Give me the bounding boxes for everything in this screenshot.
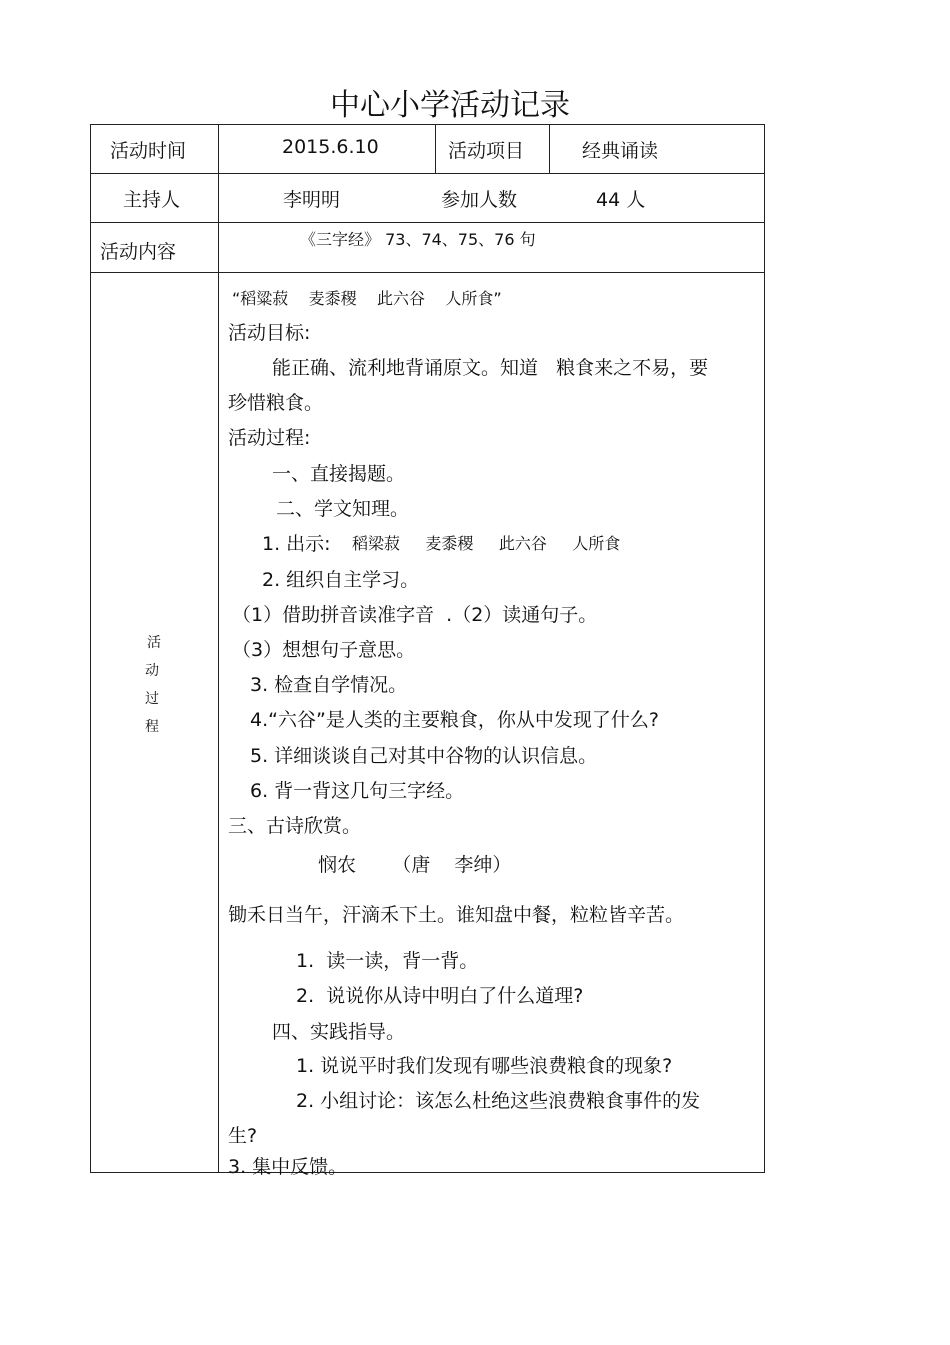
verse-quote: “稻粱菽 麦黍稷 此六谷 人所食” (232, 289, 502, 308)
section-heading: 活动过程: (228, 427, 311, 449)
table-divider (549, 124, 550, 173)
table-border-top (90, 124, 765, 125)
text-line: 2. 小组讨论：该怎么杜绝这些浪费粮食事件的发 (296, 1090, 701, 1112)
table-divider (90, 272, 765, 273)
table-divider (90, 173, 765, 174)
section-heading: 四、实践指导。 (272, 1021, 406, 1043)
text-line: 3. 检查自学情况。 (250, 674, 408, 696)
time-value: 2015.6.10 (282, 136, 379, 158)
process-label-char: 活 (147, 635, 161, 651)
host-label: 主持人 (123, 189, 181, 211)
table-divider (218, 124, 219, 1173)
count-value: 44 人 (596, 189, 646, 211)
text-line: 稻梁菽 麦黍稷 此六谷 人所食 (352, 534, 621, 553)
page-title: 中心小学活动记录 (330, 88, 570, 123)
text-line: （1）借助拼音读准字音 .（2）读通句子。 (232, 604, 598, 626)
section-heading: 活动目标: (228, 322, 311, 344)
count-label: 参加人数 (441, 189, 518, 211)
text-line: 2. 组织自主学习。 (262, 569, 420, 591)
process-label-char: 过 (145, 691, 159, 707)
section-heading: 三、古诗欣赏。 (228, 815, 362, 837)
text-line: 一、直接揭题。 (272, 463, 406, 485)
host-value: 李明明 (283, 189, 341, 211)
project-value: 经典诵读 (582, 140, 659, 162)
text-line: 能正确、流利地背诵原文。知道 粮食来之不易，要 (272, 357, 709, 379)
process-label-char: 程 (145, 719, 159, 735)
content-label: 活动内容 (100, 241, 177, 263)
text-line: 二、学文知理。 (276, 498, 410, 520)
text-line: 1. 说说平时我们发现有哪些浪费粮食的现象? (296, 1055, 673, 1077)
poem-title: 悯农 （唐 李绅） (318, 854, 512, 876)
text-line: 1. 出示: (262, 533, 337, 555)
table-divider (90, 222, 765, 223)
text-line: 4.“六谷”是人类的主要粮食，你从中发现了什么? (250, 709, 659, 731)
project-label: 活动项目 (448, 140, 525, 162)
table-border-right (764, 124, 765, 1173)
text-line: 1. 读一读，背一背。 (296, 950, 479, 972)
poem-text: 锄禾日当午，汗滴禾下土。谁知盘中餐，粒粒皆辛苦。 (228, 904, 685, 926)
text-line: （3）想想句子意思。 (232, 639, 416, 661)
table-border-bottom (90, 1172, 765, 1173)
table-divider (435, 124, 436, 173)
text-line: 5. 详细谈谈自己对其中谷物的认识信息。 (250, 745, 598, 767)
text-line: 2. 说说你从诗中明白了什么道理? (296, 985, 584, 1007)
text-line: 珍惜粮食。 (228, 392, 324, 414)
process-label-char: 动 (145, 663, 159, 679)
content-value: 《三字经》 73、74、75、76 句 (300, 230, 536, 249)
table-border-left (90, 124, 91, 1173)
text-line: 6. 背一背这几句三字经。 (250, 780, 465, 802)
text-line: 3. 集中反馈。 (228, 1156, 348, 1178)
text-line: 生? (228, 1125, 258, 1147)
time-label: 活动时间 (110, 140, 187, 162)
